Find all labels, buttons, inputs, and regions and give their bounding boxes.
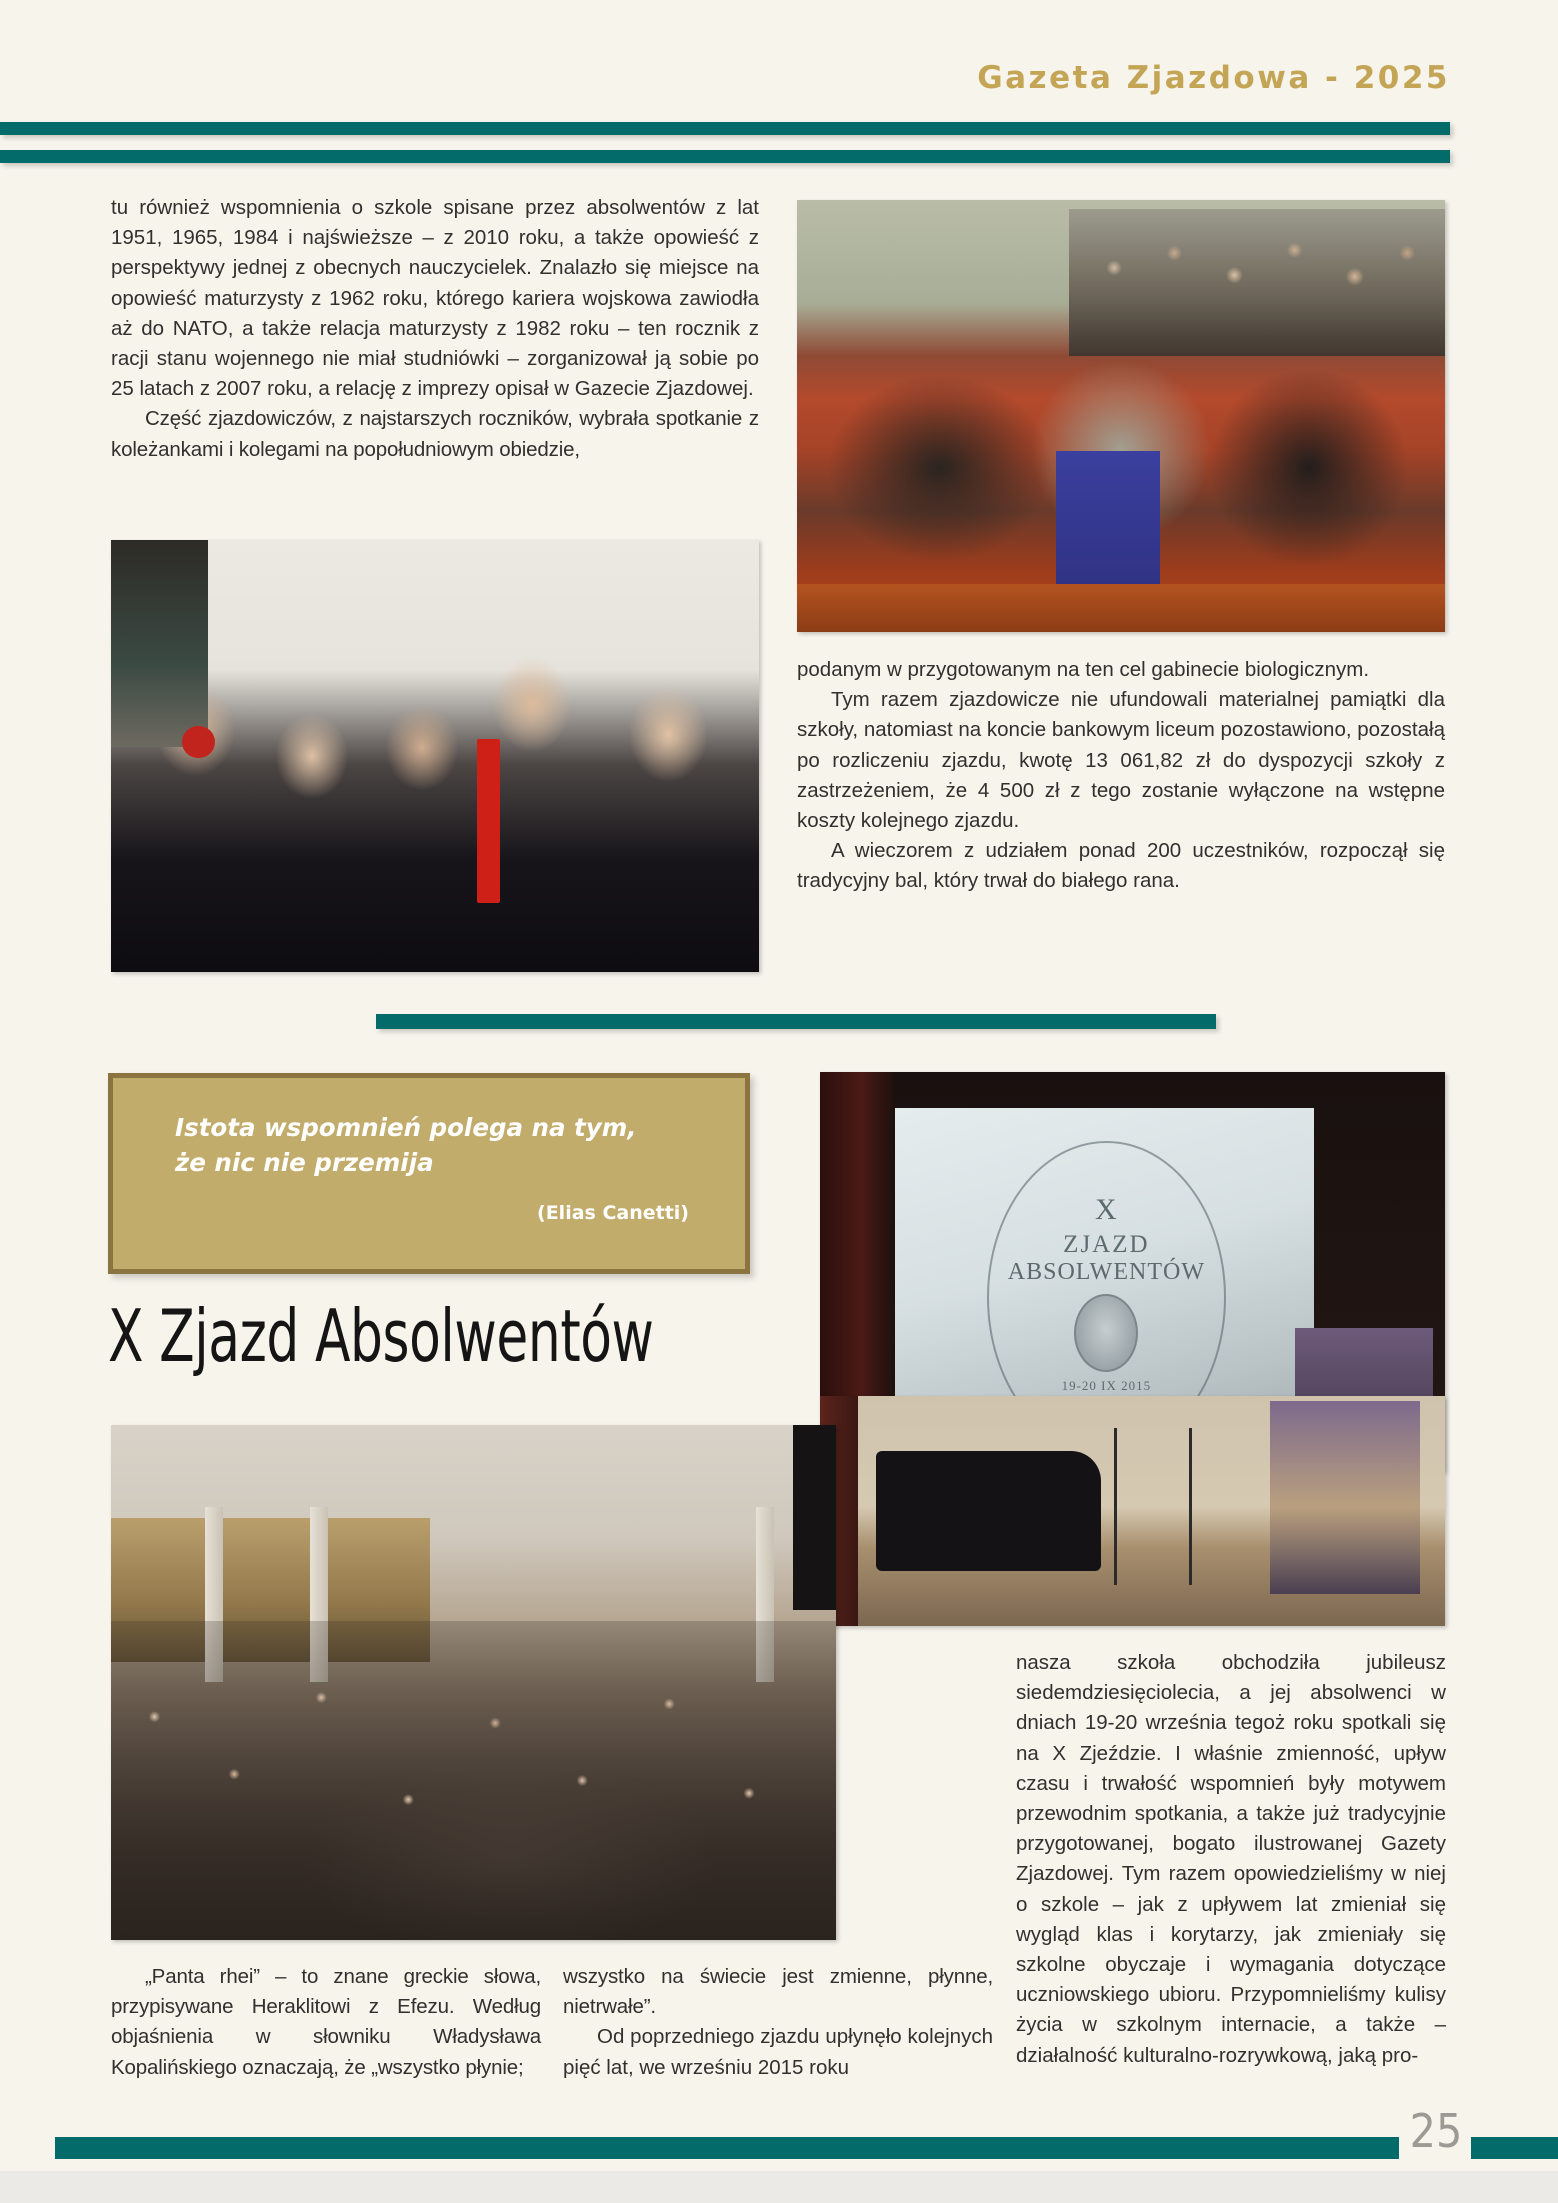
photo-red-tie	[477, 739, 500, 903]
pull-quote-attribution: (Elias Canetti)	[537, 1202, 689, 1224]
footer-rule-left	[55, 2137, 1399, 2159]
photo-presenters	[1270, 1401, 1420, 1594]
photo-bench-rail	[797, 584, 1445, 632]
photo-projection-screen	[895, 1108, 1314, 1440]
photo-grand-piano	[876, 1451, 1101, 1571]
photo-red-rose	[182, 726, 214, 758]
column-bottom-middle	[563, 1962, 993, 2083]
paragraph: podanym w przygotowanym na ten cel gabinecie biologicznym.	[797, 658, 1370, 681]
column-top-right	[797, 655, 1445, 897]
masthead-title: Gazeta Zjazdowa - 2025	[977, 60, 1450, 96]
column-top-left	[111, 193, 759, 465]
paragraph: „Panta rhei” – to znane greckie słowa, przypisywane Heraklitowi z Efezu. Według objaśnienia w słowniku Władysława Kopalińskiego oznaczają, że „wszystko płynie;	[111, 1965, 541, 2079]
paragraph: Część zjazdowiczów, z najstarszych roczników, wybrała spotkanie z koleżankami i kolegami na popołudniowym obiedzie,	[111, 407, 759, 461]
photo-microphone-stand	[1189, 1428, 1192, 1584]
header-rule-bottom	[0, 150, 1450, 163]
pull-quote-line-2: że nic nie przemija	[175, 1148, 434, 1177]
paragraph: wszystko na świecie jest zmienne, płynne, nietrwałe”.	[563, 1965, 993, 2019]
page-edge-shade	[0, 2171, 1558, 2203]
section-divider-rule	[376, 1014, 1216, 1029]
photo-seated-audience	[111, 1621, 836, 1940]
column-bottom-right	[1016, 1648, 1446, 2071]
column-bottom-left	[111, 1962, 541, 2083]
photo-crowd-region	[1069, 209, 1445, 356]
paragraph: nasza szkoła obchodziła jubileusz siedemdziesięciolecia, a jej absolwenci w dniach 19-20 września tegoż roku spotkali się na X Zjeździe. I właśnie zmienność, upływ czasu i trwałość wspomnień były motywem przewodnim spotkania, a także już tradycyjnie przygotowanej, bogato ilustrowanej Gazety Zjazdowej. Tym razem opowiedzieliśmy w niej o szkole – jak z upływem lat zmieniał się wygląd klas i korytarzy, jak zmieniały się szkolne obyczaje i wymagania dotyczące uczniowskiego ubioru. Przypomnieliśmy kulisy życia w szkolnym internacie, a także – działalność kulturalno-rozrywkową, jaką pro-	[1016, 1651, 1446, 2067]
pull-quote-line-1: Istota wspomnień polega na tym,	[175, 1113, 637, 1142]
pull-quote-text	[175, 1110, 685, 1180]
photo-blue-bag	[1056, 451, 1160, 607]
projection-line-1: X	[1095, 1193, 1118, 1227]
projection-medallion-icon	[1074, 1294, 1138, 1372]
footer-rule-right	[1471, 2137, 1558, 2159]
header-rule-top	[0, 122, 1450, 135]
photo-microphone-stand	[1114, 1428, 1117, 1584]
photo-hall-dark-panel	[793, 1425, 837, 1610]
photo-left-shadow	[111, 540, 208, 747]
paragraph: A wieczorem z udziałem ponad 200 uczestników, rozpoczął się tradycyjny bal, który trwał do białego rana.	[797, 839, 1445, 893]
projection-line-2: ZJAZD	[1063, 1231, 1150, 1259]
article-title: X Zjazd Absolwentów	[108, 1294, 654, 1378]
paragraph: Tym razem zjazdowicze nie ufundowali materialnej pamiątki dla szkoły, natomiast na koncie bankowym liceum pozostawiono, pozostałą po rozliczeniu zjazdu, kwotę 13 061,82 zł do dyspozycji szkoły z zastrzeżeniem, że 4 500 zł z tego zostanie wyłączone na wstępne koszty kolejnego zjazdu.	[797, 688, 1445, 833]
page-number: 25	[1409, 2104, 1463, 2158]
photo-audience-hall	[111, 1425, 836, 1940]
pull-quote-box	[108, 1073, 750, 1274]
paragraph: tu również wspomnienia o szkole spisane przez absolwentów z lat 1951, 1965, 1984 i najświeższe – z 2010 roku, a także opowieść z perspektywy jednej z obecnych nauczycielek. Znalazło się miejsce na opowieść maturzysty z 1962 roku, którego kariera wojskowa zawiodła aż do NATO, a także relacja maturzysty z 1982 roku – ten rocznik z racji stanu wojennego nie miał studniówki – zorganizował ją sobie po 25 latach z 2007 roku, a relację z imprezy opisał w Gazecie Zjazdowej.	[111, 196, 759, 401]
projection-line-3: ABSOLWENTÓW	[1007, 1259, 1205, 1286]
projection-date: 19-20 IX 2015	[1061, 1378, 1152, 1394]
photo-stage-piano	[820, 1396, 1445, 1626]
photo-auditorium-greeting	[797, 200, 1445, 632]
photo-student-choir	[111, 540, 759, 972]
paragraph: Od poprzedniego zjazdu upłynęło kolejnych pięć lat, we wrześniu 2015 roku	[563, 2025, 993, 2079]
